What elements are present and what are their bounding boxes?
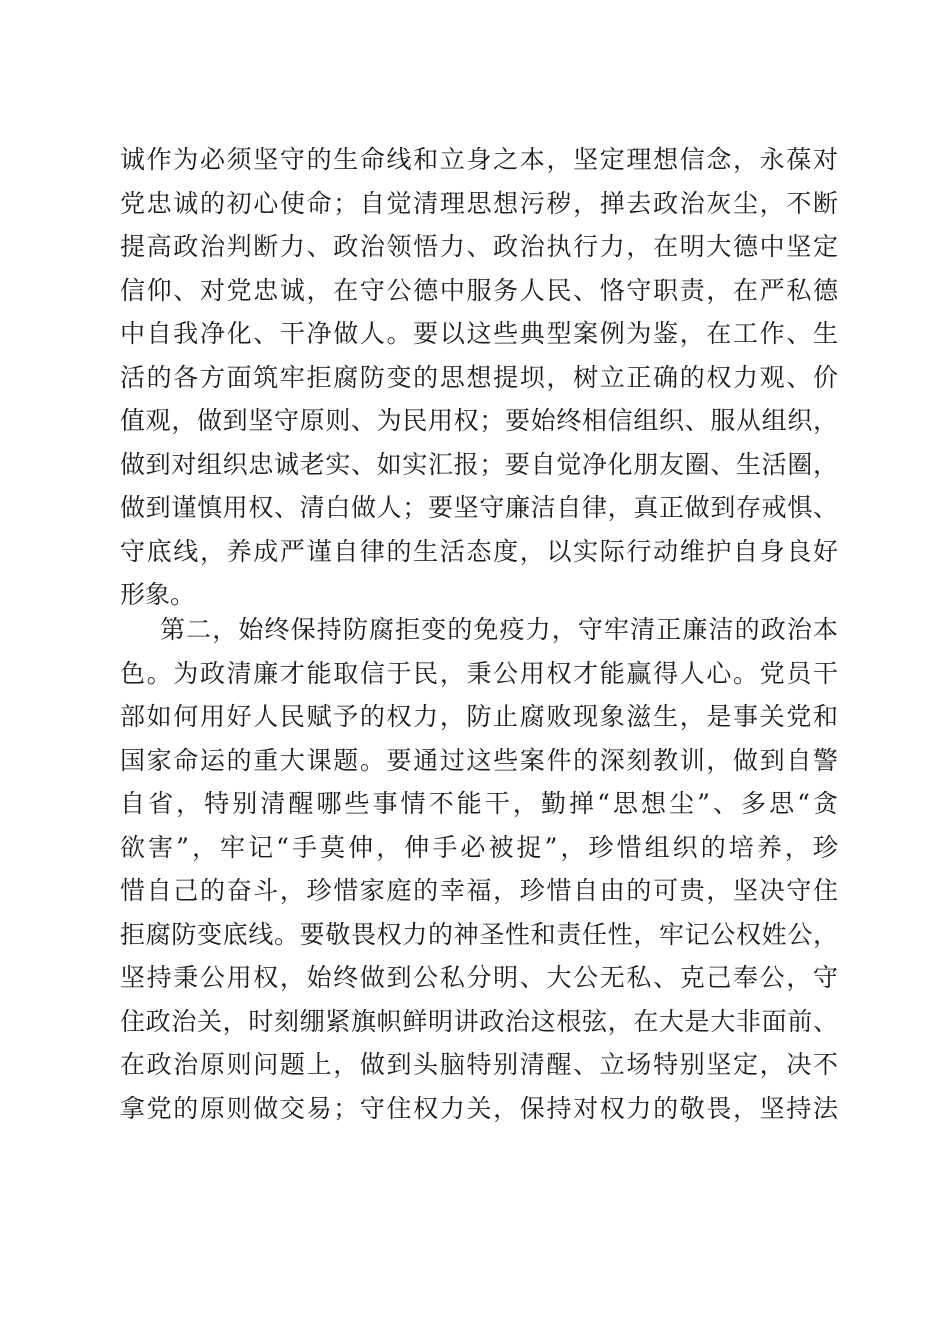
text-line: 部如何用好人民赋予的权力，防止腐败现象滋生，是事关党和: [120, 702, 838, 731]
text-line: 在政治原则问题上，做到头脑特别清醒、立场特别坚定，决不: [120, 1050, 838, 1079]
text-line: 党忠诚的初心使命；自觉清理思想污秽，掸去政治灰尘，不断: [120, 188, 838, 218]
text-line: 做到对组织忠诚老实、如实汇报；要自觉净化朋友圈、生活圈，: [120, 449, 838, 479]
text-line: 中自我净化、干净做人。要以这些典型案例为鉴，在工作、生: [120, 319, 838, 348]
text-line: 拒腐防变底线。要敬畏权力的神圣性和责任性，牢记公权姓公，: [120, 919, 838, 949]
text-line: 提高政治判断力、政治领悟力、政治执行力，在明大德中坚定: [120, 232, 838, 261]
text-line: 守底线，养成严谨自律的生活态度，以实际行动维护自身良好: [120, 536, 838, 566]
text-line: 拿党的原则做交易；守住权力关，保持对权力的敬畏，坚持法: [120, 1093, 838, 1123]
text-line: 形象。: [120, 580, 196, 609]
text-line: 色。为政清廉才能取信于民，秉公用权才能赢得人心。党员干: [120, 658, 838, 688]
text-line: 活的各方面筑牢拒腐防变的思想提坝，树立正确的权力观、价: [120, 362, 838, 392]
text-line: 诚作为必须坚守的生命线和立身之本，坚定理想信念，永葆对: [120, 145, 838, 174]
text-line: 国家命运的重大课题。要通过这些案件的深刻教训，做到自警: [120, 745, 838, 775]
text-line: 信仰、对党忠诚，在守公德中服务人民、恪守职责，在严私德: [120, 275, 838, 305]
text-line: 值观，做到坚守原则、为民用权；要始终相信组织、服从组织，: [120, 406, 838, 435]
text-line: 坚持秉公用权，始终做到公私分明、大公无私、克己奉公，守: [120, 963, 838, 992]
text-line: 惜自己的奋斗，珍惜家庭的幸福，珍惜自由的可贵，坚决守住: [120, 876, 838, 905]
paragraph-second: [120, 608, 838, 1130]
text-line: 自省，特别清醒哪些事情不能干，勤掸“思想尘”、多思“贪: [120, 789, 838, 818]
paragraph-continued: [120, 138, 838, 617]
text-line: 住政治关，时刻绷紧旗帜鲜明讲政治这根弦，在大是大非面前、: [120, 1006, 838, 1036]
text-line: 欲害”，牢记“手莫伸，伸手必被捉”，珍惜组织的培养，珍: [120, 832, 838, 862]
text-line: 做到谨慎用权、清白做人；要坚守廉洁自律，真正做到存戒惧、: [120, 493, 838, 522]
paragraph-heading-line: 第二，始终保持防腐拒变的免疫力，守牢清正廉洁的政治本: [160, 615, 838, 644]
